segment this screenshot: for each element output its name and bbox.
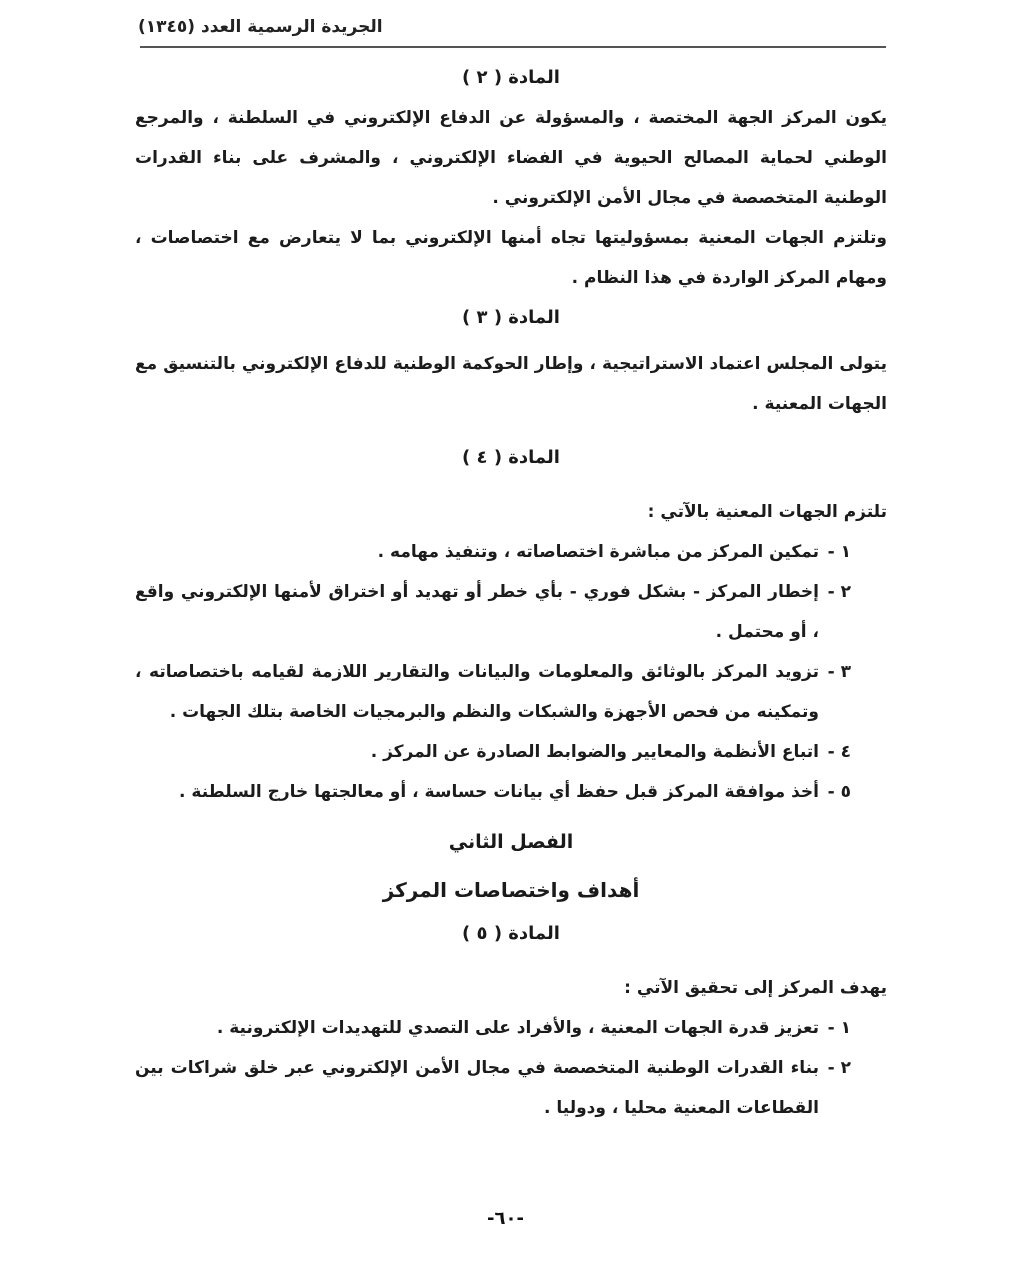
document-body: [135, 58, 887, 1128]
item-text: تزويد المركز بالوثائق والمعلومات والبيانات والتقارير اللازمة لقيامه باختصاصاته ، وتمكينه من فحص الأجهزة والشبكات والنظم والبرمجيات الخاصة بتلك الجهات .: [135, 662, 819, 722]
article-2: [135, 58, 887, 298]
article-3: [135, 298, 887, 438]
article-heading: المادة ( ٣ ): [462, 307, 560, 328]
paragraph: وتلتزم الجهات المعنية بمسؤوليتها تجاه أمنها الإلكتروني بما لا يتعارض مع اختصاصات ، ومهام المركز الواردة في هذا النظام .: [135, 228, 887, 288]
list-item: ١ - تمكين المركز من مباشرة اختصاصاته ، وتنفيذ مهامه .: [135, 532, 887, 572]
article-5: [135, 914, 887, 1128]
article-heading: المادة ( ٢ ): [462, 67, 560, 88]
list-intro: يهدف المركز إلى تحقيق الآتي :: [624, 978, 887, 998]
article-heading: المادة ( ٤ ): [462, 447, 560, 468]
list-item: ٢ - إخطار المركز - بشكل فوري - بأي خطر أو تهديد أو اختراق لأمنها الإلكتروني واقع ، أو محتمل .: [135, 572, 887, 652]
article-heading: المادة ( ٥ ): [462, 923, 560, 944]
spacer: [135, 478, 887, 492]
chapter-2: [135, 812, 887, 914]
item-text: بناء القدرات الوطنية المتخصصة في مجال الأمن الإلكتروني عبر خلق شراكات بين القطاعات المعنية محليا ، ودوليا .: [135, 1058, 819, 1118]
list-item: ١ - تعزيز قدرة الجهات المعنية ، والأفراد على التصدي للتهديدات الإلكترونية .: [135, 1008, 887, 1048]
list-item: ٥ - أخذ موافقة المركز قبل حفظ أي بيانات حساسة ، أو معالجتها خارج السلطنة .: [135, 772, 887, 812]
spacer: [135, 954, 887, 968]
item-text: اتباع الأنظمة والمعايير والضوابط الصادرة عن المركز .: [370, 742, 819, 762]
page-number: -٦٠-: [487, 1208, 524, 1229]
spacer: [135, 424, 887, 438]
paragraph: يكون المركز الجهة المختصة ، والمسؤولة عن الدفاع الإلكتروني في السلطنة ، والمرجع الوطني لحماية المصالح الحيوية في الفضاء الإلكتروني ، والمشرف على بناء القدرات الوطنية المتخصصة في مجال الأمن الإلكتروني .: [135, 108, 887, 208]
list-item: ٤ - اتباع الأنظمة والمعايير والضوابط الصادرة عن المركز .: [135, 732, 887, 772]
list-item: ٢ - بناء القدرات الوطنية المتخصصة في مجال الأمن الإلكتروني عبر خلق شراكات بين القطاعات المعنية محليا ، ودوليا .: [135, 1048, 887, 1128]
item-text: تمكين المركز من مباشرة اختصاصاته ، وتنفيذ مهامه .: [377, 542, 819, 562]
item-text: إخطار المركز - بشكل فوري - بأي خطر أو تهديد أو اختراق لأمنها الإلكتروني واقع ، أو محتمل .: [135, 582, 819, 642]
list-item: ٣ - تزويد المركز بالوثائق والمعلومات والبيانات والتقارير اللازمة لقيامه باختصاصاته ، وتمكينه من فحص الأجهزة والشبكات والنظم والبرمجيات الخاصة بتلك الجهات .: [135, 652, 887, 732]
chapter-title: أهداف واختصاصات المركز: [382, 878, 640, 902]
gazette-issue-title: الجريدة الرسمية العدد (١٣٤٥): [138, 17, 383, 37]
chapter-label: الفصل الثاني: [448, 831, 574, 853]
article-4: [135, 438, 887, 812]
paragraph: يتولى المجلس اعتماد الاستراتيجية ، وإطار الحوكمة الوطنية للدفاع الإلكتروني بالتنسيق مع الجهات المعنية .: [135, 354, 887, 414]
item-text: أخذ موافقة المركز قبل حفظ أي بيانات حساسة ، أو معالجتها خارج السلطنة .: [179, 782, 819, 802]
running-header: [138, 12, 888, 46]
header-divider: [140, 46, 886, 48]
item-text: تعزيز قدرة الجهات المعنية ، والأفراد على التصدي للتهديدات الإلكترونية .: [216, 1018, 819, 1038]
list-intro: تلتزم الجهات المعنية بالآتي :: [647, 502, 887, 522]
